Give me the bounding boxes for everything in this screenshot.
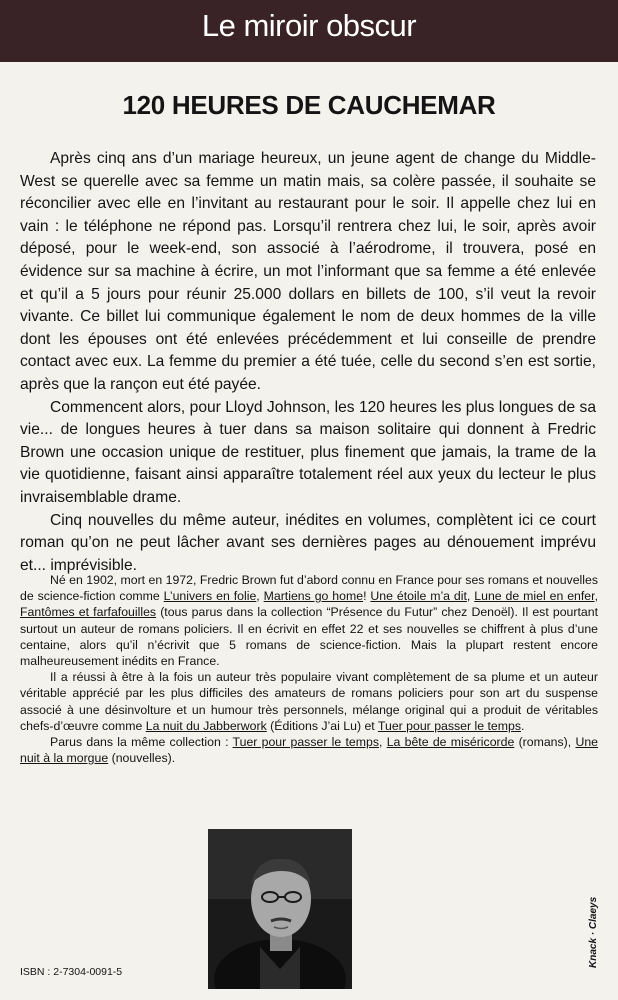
bio-text: Parus dans la même collection : (50, 735, 233, 750)
bio-text: , (379, 735, 387, 750)
book-reference: La nuit du Jabberwork (145, 718, 267, 733)
bio-text: (romans), (514, 735, 576, 750)
author-portrait-image (208, 829, 352, 989)
book-title: 120 HEURES DE CAUCHEMAR (122, 90, 496, 120)
synopsis (20, 148, 596, 577)
book-reference: Une nuit à la morgue (20, 735, 599, 766)
bio-text: , (594, 589, 598, 604)
bio-text: (nouvelles). (108, 751, 176, 766)
bio-text: (Éditions J’ai Lu) et (266, 718, 378, 733)
series-title: Le miroir obscur (201, 8, 417, 43)
synopsis-paragraph: Cinq nouvelles du même auteur, inédites en volumes, complètent ici ce court roman qu’on ne peut lâcher avant ses dernières pages au dénouement imprévu et... imprévisible. (20, 511, 596, 574)
bio-text: ! (363, 589, 371, 604)
bio-text: Il a réussi à être à la fois un auteur très populaire vivant complètement de sa plume et un auteur véritable apprécié par les plus difficiles des amateurs de romans policiers pour son art du suspense associé à une désinvolture et un humour très personnels, mélange original qui a produit de véritables chefs-d’œuvre comme (20, 670, 598, 733)
bio-text: (tous parus dans la collection “Présence du Futur” chez Denoël). Il est pourtant surtout un auteur de romans policiers. Il en écrivit en effet 22 et ses nouvelles se chiffrent à plus d’une centaine, alors qu’il n’écrivit que 5 romans de science-fiction. Mais la plupart restent encore malheureusement inédits en France. (20, 605, 598, 669)
book-reference: Tuer pour passer le temps (377, 718, 521, 733)
book-reference: Une étoile m’a dit (370, 589, 467, 604)
synopsis-paragraph: Commencent alors, pour Lloyd Johnson, les 120 heures les plus longues de sa vie... de longues heures à tuer dans sa maison solitaire qui donnent à Fredric Brown une occasion unique de restituer, plus finement que jamais, la trame de la vie quotidienne, faisant ainsi apparaître totalement réel aux yeux du lecteur le plus invraisemblable drame. (20, 398, 596, 506)
synopsis-paragraph: Après cinq ans d’un mariage heureux, un jeune agent de change du Middle-West se querelle avec sa femme un matin mais, sa colère passée, il souhaite se réconcilier avec elle en l’invitant au restaurant pour le soir. Il appelle chez lui en vain : le téléphone ne répond pas. Lorsqu’il rentrera chez lui, le soir, après avoir déposé, pour le week-end, son associé à l’aérodrome, il trouvera, posé en évidence sur sa machine à écrire, un mot l’informant que sa femme a été enlevée et qu’il a 5 jours pour réunir 25.000 dollars en billets de 100, s’il veut la revoir vivante. Ce billet lui communique également le nom de deux hommes de la ville dont les épouses ont été enlevées précédemment et lui conseille de prendre contact avec eux. La femme du premier a été tuée, celle du second s’en est sortie, après que la rançon eut été payée. (20, 150, 596, 393)
book-reference: La bête de miséricorde (386, 735, 515, 750)
author-photo (208, 829, 352, 989)
isbn: ISBN : 2-7304-0091-5 (20, 966, 123, 978)
bio-text: , (256, 589, 264, 604)
book-reference: L’univers en folie (163, 589, 257, 604)
book-reference: Fantômes et farfafouilles (20, 605, 157, 620)
book-reference: Martiens go home (263, 589, 364, 604)
bio-paragraph (20, 734, 598, 766)
bio-text: . (521, 718, 525, 733)
book-reference: Tuer pour passer le temps (232, 735, 379, 750)
bio-text: , (466, 589, 475, 604)
bio-paragraph (20, 572, 598, 669)
photo-credit: Knack · Claeys (588, 896, 599, 968)
bio-text: Né en 1902, mort en 1972, Fredric Brown fut d’abord connu en France pour ses romans et nouvelles de science-fiction comme (20, 573, 598, 604)
book-reference: Lune de miel en enfer (474, 589, 595, 604)
bio-paragraph (20, 669, 598, 734)
author-bio (20, 572, 598, 766)
series-banner (0, 0, 618, 62)
